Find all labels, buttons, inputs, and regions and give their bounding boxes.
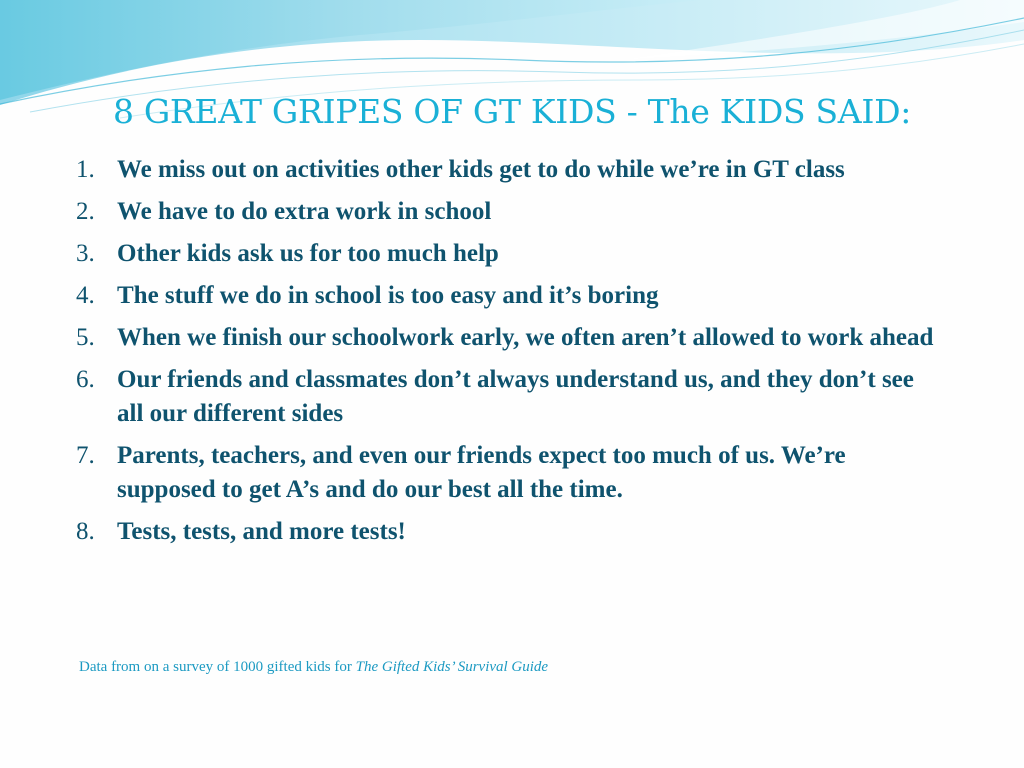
list-item-number: 1. <box>76 156 95 183</box>
source-book-title: The Gifted Kids’ Survival Guide <box>355 659 549 675</box>
list-item-text: We miss out on activities other kids get to do while we’re in GT class <box>117 156 845 183</box>
list-item-text: Other kids ask us for too much help <box>117 240 499 267</box>
list-item <box>76 363 946 431</box>
list-item <box>76 195 946 229</box>
source-prefix: Data from on a survey of 1000 gifted kids for <box>79 659 356 675</box>
list-item-number: 2. <box>76 198 95 225</box>
list-item-number: 8. <box>76 518 95 545</box>
list-item <box>76 237 946 271</box>
list-item-text: The stuff we do in school is too easy and it’s boring <box>117 282 659 309</box>
list-item-text: Our friends and classmates don’t always understand us, and they don’t see all our different sides <box>117 366 914 427</box>
list-item-number: 6. <box>76 366 95 393</box>
list-item-number: 5. <box>76 324 95 351</box>
slide-title: 8 GREAT GRIPES OF GT KIDS - The KIDS SAID: <box>112 92 912 131</box>
list-item <box>76 321 946 355</box>
list-item-text: Tests, tests, and more tests! <box>117 518 406 545</box>
list-item <box>76 439 946 507</box>
list-item-number: 3. <box>76 240 95 267</box>
list-item-number: 4. <box>76 282 95 309</box>
list-item <box>76 515 946 549</box>
list-item-text: We have to do extra work in school <box>117 198 492 225</box>
list-item <box>76 153 946 187</box>
source-note <box>79 659 548 676</box>
list-item-text: When we finish our schoolwork early, we often aren’t allowed to work ahead <box>117 324 934 351</box>
list-item-number: 7. <box>76 442 95 469</box>
gripes-list <box>76 153 946 557</box>
list-item-text: Parents, teachers, and even our friends expect too much of us. We’re supposed to get A’s and do our best all the time. <box>117 442 846 503</box>
list-item <box>76 279 946 313</box>
